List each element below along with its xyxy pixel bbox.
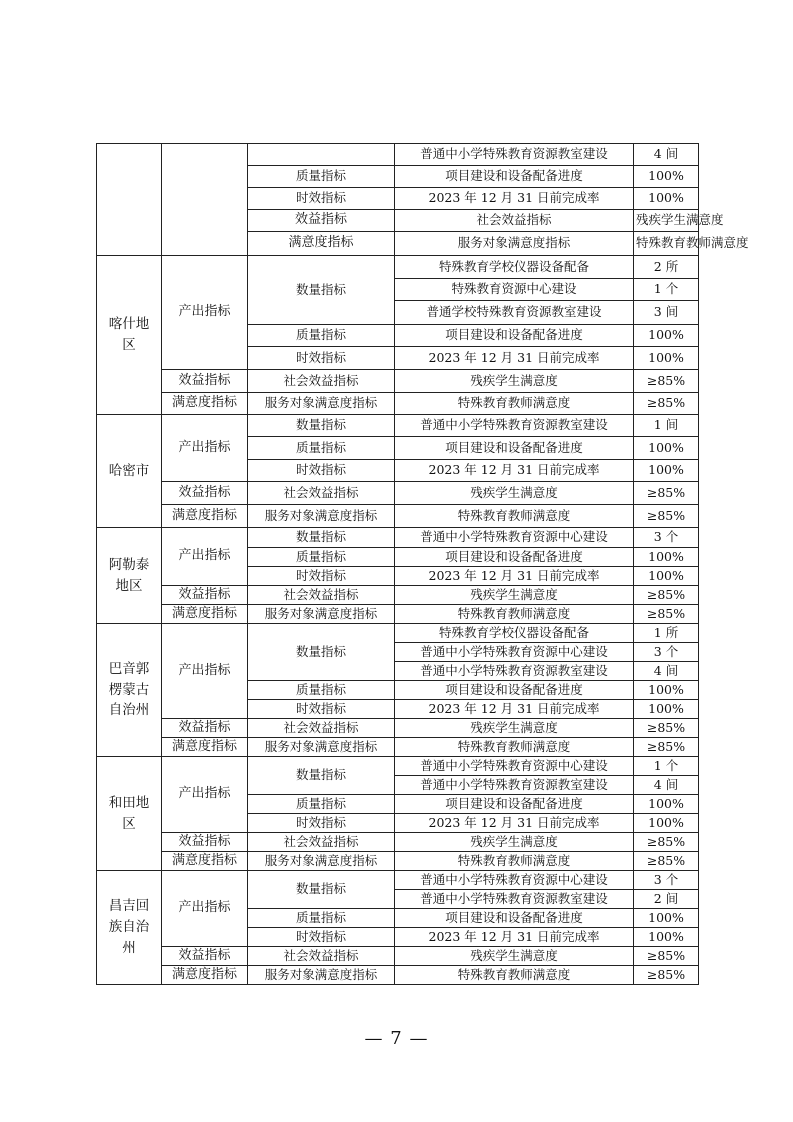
level1-indicator-cell: 满意度指标 xyxy=(162,505,248,528)
target-value-cell: ≥85% xyxy=(634,505,699,528)
target-value-cell: ≥85% xyxy=(634,852,699,871)
level2-indicator-cell: 时效指标 xyxy=(248,928,395,947)
target-value-cell: 4 间 xyxy=(634,662,699,681)
level2-indicator-cell: 数量指标 xyxy=(248,256,395,325)
level3-indicator-cell: 项目建设和设备配备进度 xyxy=(395,325,634,347)
level2-indicator-cell: 服务对象满意度指标 xyxy=(248,505,395,528)
table-row xyxy=(97,482,699,505)
level2-indicator-cell: 时效指标 xyxy=(248,567,395,586)
level3-indicator-cell: 特殊教育教师满意度 xyxy=(395,605,634,624)
target-value-cell: 100% xyxy=(634,681,699,700)
level3-indicator-cell: 2023 年 12 月 31 日前完成率 xyxy=(395,347,634,370)
level1-indicator-cell: 满意度指标 xyxy=(162,605,248,624)
level1-indicator-cell: 效益指标 xyxy=(248,210,395,232)
region-cell: 昌吉回族自治州 xyxy=(97,871,162,985)
target-value-cell: ≥85% xyxy=(634,947,699,966)
level3-indicator-cell: 项目建设和设备配备进度 xyxy=(395,166,634,188)
table-row xyxy=(97,624,699,643)
level1-indicator-cell: 产出指标 xyxy=(162,624,248,719)
level2-indicator-cell: 社会效益指标 xyxy=(248,719,395,738)
table-row xyxy=(97,852,699,871)
level3-indicator-cell: 普通中小学特殊教育资源教室建设 xyxy=(395,415,634,437)
level3-indicator-cell: 特殊教育教师满意度 xyxy=(395,966,634,985)
level1-indicator-cell: 产出指标 xyxy=(162,871,248,947)
table-row xyxy=(97,966,699,985)
target-value-cell: 100% xyxy=(634,909,699,928)
level2-indicator-cell: 质量指标 xyxy=(248,548,395,567)
level3-indicator-cell: 残疾学生满意度 xyxy=(395,586,634,605)
target-value-cell: 100% xyxy=(634,548,699,567)
level3-indicator-cell: 2023 年 12 月 31 日前完成率 xyxy=(395,567,634,586)
table-row xyxy=(97,256,699,279)
target-value-cell: ≥85% xyxy=(634,738,699,757)
region-cell xyxy=(97,144,162,256)
level2-indicator-cell: 社会效益指标 xyxy=(248,586,395,605)
target-value-cell: ≥85% xyxy=(634,719,699,738)
target-value-cell: 3 个 xyxy=(634,643,699,662)
level3-indicator-cell: 特殊教育教师满意度 xyxy=(395,393,634,415)
level1-indicator-cell: 产出指标 xyxy=(162,415,248,482)
region-cell: 和田地区 xyxy=(97,757,162,871)
level2-indicator-cell: 质量指标 xyxy=(248,437,395,460)
target-value-cell: 100% xyxy=(634,700,699,719)
table-row xyxy=(97,757,699,776)
level1-indicator-cell: 满意度指标 xyxy=(248,232,395,256)
table-row xyxy=(97,144,699,166)
level3-indicator-cell: 残疾学生满意度 xyxy=(395,719,634,738)
target-value-cell: ≥85% xyxy=(634,586,699,605)
level2-indicator-cell: 质量指标 xyxy=(248,325,395,347)
level3-indicator-cell: 残疾学生满意度 xyxy=(395,947,634,966)
target-value-cell: 100% xyxy=(634,928,699,947)
level2-indicator-cell: 数量指标 xyxy=(248,624,395,681)
level3-indicator-cell: 残疾学生满意度 xyxy=(395,370,634,393)
region-cell: 巴音郭楞蒙古自治州 xyxy=(97,624,162,757)
level3-indicator-cell: 普通中小学特殊教育资源教室建设 xyxy=(395,144,634,166)
level3-indicator-cell: 特殊教育资源中心建设 xyxy=(395,279,634,301)
level1-indicator-cell: 满意度指标 xyxy=(162,738,248,757)
level3-indicator-cell: 特殊教育教师满意度 xyxy=(634,232,699,256)
level2-indicator-cell: 服务对象满意度指标 xyxy=(395,232,634,256)
level3-indicator-cell: 项目建设和设备配备进度 xyxy=(395,909,634,928)
target-value-cell: 1 所 xyxy=(634,624,699,643)
target-value-cell: 3 个 xyxy=(634,871,699,890)
level1-indicator-cell: 满意度指标 xyxy=(162,852,248,871)
target-value-cell: 2 间 xyxy=(634,890,699,909)
table-row xyxy=(97,947,699,966)
region-cell: 阿勒泰地区 xyxy=(97,528,162,624)
target-value-cell: 1 个 xyxy=(634,757,699,776)
level1-indicator-cell: 满意度指标 xyxy=(162,393,248,415)
level2-indicator-cell: 数量指标 xyxy=(248,757,395,795)
target-value-cell: 3 个 xyxy=(634,528,699,548)
level3-indicator-cell: 残疾学生满意度 xyxy=(634,210,699,232)
level1-indicator-cell: 效益指标 xyxy=(162,482,248,505)
level1-indicator-cell: 产出指标 xyxy=(162,528,248,586)
level3-indicator-cell: 2023 年 12 月 31 日前完成率 xyxy=(395,188,634,210)
level3-indicator-cell: 特殊教育教师满意度 xyxy=(395,505,634,528)
level2-indicator-cell: 服务对象满意度指标 xyxy=(248,852,395,871)
level2-indicator-cell: 时效指标 xyxy=(248,460,395,482)
region-cell: 哈密市 xyxy=(97,415,162,528)
table-row xyxy=(97,719,699,738)
level2-indicator-cell: 数量指标 xyxy=(248,871,395,909)
target-value-cell: ≥85% xyxy=(634,370,699,393)
level3-indicator-cell: 2023 年 12 月 31 日前完成率 xyxy=(395,700,634,719)
level3-indicator-cell: 2023 年 12 月 31 日前完成率 xyxy=(395,460,634,482)
level3-indicator-cell: 特殊教育教师满意度 xyxy=(395,852,634,871)
target-value-cell: 100% xyxy=(634,814,699,833)
level3-indicator-cell: 普通中小学特殊教育资源中心建设 xyxy=(395,871,634,890)
level3-indicator-cell: 普通中小学特殊教育资源教室建设 xyxy=(395,776,634,795)
table-row xyxy=(97,528,699,548)
target-value-cell: 100% xyxy=(634,188,699,210)
level2-indicator-cell: 社会效益指标 xyxy=(248,833,395,852)
table-row xyxy=(97,370,699,393)
level3-indicator-cell: 2023 年 12 月 31 日前完成率 xyxy=(395,928,634,947)
level3-indicator-cell: 项目建设和设备配备进度 xyxy=(395,681,634,700)
level3-indicator-cell: 项目建设和设备配备进度 xyxy=(395,548,634,567)
level1-indicator-cell: 效益指标 xyxy=(162,833,248,852)
level2-indicator-cell: 质量指标 xyxy=(248,909,395,928)
target-value-cell: 1 个 xyxy=(634,279,699,301)
level2-indicator-cell: 时效指标 xyxy=(248,188,395,210)
level2-indicator-cell: 质量指标 xyxy=(248,795,395,814)
level2-indicator-cell: 社会效益指标 xyxy=(248,370,395,393)
target-value-cell: 2 所 xyxy=(634,256,699,279)
level3-indicator-cell: 项目建设和设备配备进度 xyxy=(395,795,634,814)
level2-indicator-cell: 质量指标 xyxy=(248,166,395,188)
table-row xyxy=(97,393,699,415)
target-value-cell: 100% xyxy=(634,795,699,814)
target-value-cell: 3 间 xyxy=(634,301,699,325)
level2-indicator-cell: 数量指标 xyxy=(248,528,395,548)
level3-indicator-cell: 普通中小学特殊教育资源中心建设 xyxy=(395,528,634,548)
region-cell: 喀什地区 xyxy=(97,256,162,415)
level3-indicator-cell: 特殊教育学校仪器设备配备 xyxy=(395,256,634,279)
level1-indicator-cell: 效益指标 xyxy=(162,586,248,605)
level1-indicator-cell: 满意度指标 xyxy=(162,966,248,985)
level1-indicator-cell: 效益指标 xyxy=(162,719,248,738)
level2-indicator-cell: 服务对象满意度指标 xyxy=(248,605,395,624)
table-row xyxy=(97,415,699,437)
level3-indicator-cell: 普通中小学特殊教育资源中心建设 xyxy=(395,643,634,662)
table-row xyxy=(97,505,699,528)
target-value-cell: ≥85% xyxy=(634,482,699,505)
level3-indicator-cell: 普通中小学特殊教育资源教室建设 xyxy=(395,662,634,681)
level2-indicator-cell: 时效指标 xyxy=(248,700,395,719)
performance-indicator-table xyxy=(96,143,749,985)
level2-indicator-cell: 社会效益指标 xyxy=(248,947,395,966)
target-value-cell: 100% xyxy=(634,460,699,482)
level1-indicator-cell: 效益指标 xyxy=(162,370,248,393)
level3-indicator-cell: 普通学校特殊教育资源教室建设 xyxy=(395,301,634,325)
level1-indicator-cell xyxy=(162,144,248,256)
target-value-cell: 100% xyxy=(634,347,699,370)
level3-indicator-cell: 2023 年 12 月 31 日前完成率 xyxy=(395,814,634,833)
target-value-cell: 100% xyxy=(634,166,699,188)
table-row xyxy=(97,605,699,624)
table-row xyxy=(97,738,699,757)
level3-indicator-cell: 普通中小学特殊教育资源中心建设 xyxy=(395,757,634,776)
table-row xyxy=(97,833,699,852)
target-value-cell: 4 间 xyxy=(634,776,699,795)
target-value-cell: ≥85% xyxy=(634,605,699,624)
target-value-cell: 100% xyxy=(634,325,699,347)
level2-indicator-cell: 服务对象满意度指标 xyxy=(248,393,395,415)
level3-indicator-cell: 特殊教育学校仪器设备配备 xyxy=(395,624,634,643)
level2-indicator-cell: 服务对象满意度指标 xyxy=(248,738,395,757)
level3-indicator-cell: 特殊教育教师满意度 xyxy=(395,738,634,757)
target-value-cell: 100% xyxy=(634,437,699,460)
level2-indicator-cell: 社会效益指标 xyxy=(395,210,634,232)
target-value-cell: ≥85% xyxy=(634,966,699,985)
target-value-cell: 4 间 xyxy=(634,144,699,166)
table-row xyxy=(97,871,699,890)
level3-indicator-cell: 残疾学生满意度 xyxy=(395,833,634,852)
level2-indicator-cell: 质量指标 xyxy=(248,681,395,700)
target-value-cell: ≥85% xyxy=(634,833,699,852)
table-row xyxy=(97,586,699,605)
level2-indicator-cell: 社会效益指标 xyxy=(248,482,395,505)
target-value-cell: 100% xyxy=(634,567,699,586)
level3-indicator-cell: 普通中小学特殊教育资源教室建设 xyxy=(395,890,634,909)
level1-indicator-cell: 效益指标 xyxy=(162,947,248,966)
level1-indicator-cell: 产出指标 xyxy=(162,757,248,833)
target-value-cell: 1 间 xyxy=(634,415,699,437)
level2-indicator-cell: 时效指标 xyxy=(248,347,395,370)
level2-indicator-cell xyxy=(248,144,395,166)
level3-indicator-cell: 残疾学生满意度 xyxy=(395,482,634,505)
level2-indicator-cell: 服务对象满意度指标 xyxy=(248,966,395,985)
level1-indicator-cell: 产出指标 xyxy=(162,256,248,370)
level2-indicator-cell: 数量指标 xyxy=(248,415,395,437)
level3-indicator-cell: 项目建设和设备配备进度 xyxy=(395,437,634,460)
level2-indicator-cell: 时效指标 xyxy=(248,814,395,833)
page-number: — 7 — xyxy=(364,1028,429,1049)
target-value-cell: ≥85% xyxy=(634,393,699,415)
